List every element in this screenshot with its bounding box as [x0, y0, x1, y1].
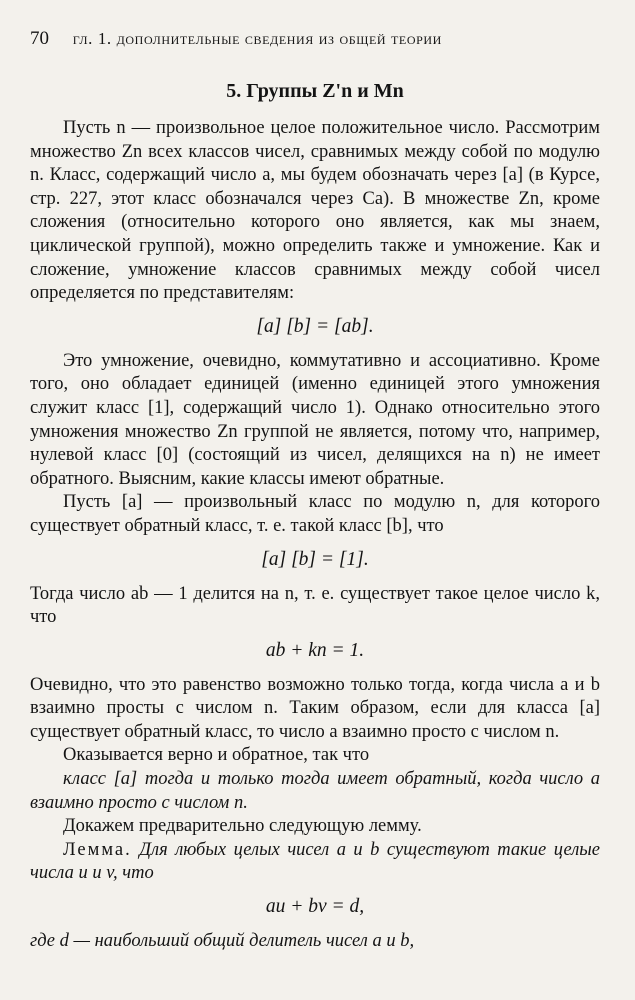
formula-linear: ab + kn = 1.	[265, 639, 365, 661]
section-heading: 5. Группы Z'n и Mn	[226, 80, 404, 102]
paragraph-lemma-intro: Докажем предварительно следующую лемму.	[63, 816, 422, 837]
paragraph-intro: Пусть n — произвольное целое положительное число. Рассмотрим множество Zn всех классов чисел, сравнимых между собой по модулю n. Класс, содержащий число a, мы будем обозначать через [a] (в Курсе, стр. 227, этот класс обозначался через Ca). В множестве Zn, кроме сложения (относительно которого оно является, как мы знаем, циклической группой), можно определить также и умножение. Как и сложение, умножение классов сравнимых между собой чисел определяется по представителям:	[30, 118, 600, 304]
formula-product: [a] [b] = [ab].	[256, 315, 374, 337]
paragraph-multiplication: Это умножение, очевидно, коммутативно и ассоциативно. Кроме того, оно обладает единицей (именно единицей этого умножения служит класс [1], содержащий число 1). Однако относительно этого умножения множество Zn группой не является, потому что, например, нулевой класс [0] (состоящий из чисел, делящихся на n) не имеет обратного. Выясним, какие классы имеют обратные.	[30, 350, 600, 489]
paragraph-coprime: Очевидно, что это равенство возможно только тогда, когда числа a и b взаимно просты с числом n. Таким образом, если для класса [a] существует обратный класс, то число a взаимно просто с числом n.	[30, 674, 600, 742]
paragraph-converse: Оказывается верно и обратное, так что	[63, 745, 370, 766]
lemma-statement	[30, 839, 600, 886]
formula-bezout: au + bv = d,	[265, 896, 365, 918]
paragraph-divisibility: Тогда число ab — 1 делится на n, т. е. существует такое целое число k, что	[30, 583, 600, 628]
formula-inverse: [a] [b] = [1].	[261, 548, 369, 570]
paragraph-gcd: где d — наибольший общий делитель чисел a и b,	[30, 931, 415, 952]
lemma-label: Лемма.	[63, 839, 132, 860]
page-header	[30, 28, 600, 62]
theorem-statement: класс [a] тогда и только тогда имеет обратный, когда число a взаимно просто с числом n.	[30, 769, 600, 813]
page-number: 70	[30, 28, 49, 49]
running-title: гл. 1. дополнительные сведения из общей теории	[72, 29, 442, 48]
paragraph-inverse-class: Пусть [a] — произвольный класс по модулю n, для которого существует обратный класс, т. е. такой класс [b], что	[30, 492, 600, 536]
lemma-text: Для любых целых чисел a и b существуют такие целые числа u и v, что	[30, 839, 601, 884]
book-page	[30, 28, 600, 954]
